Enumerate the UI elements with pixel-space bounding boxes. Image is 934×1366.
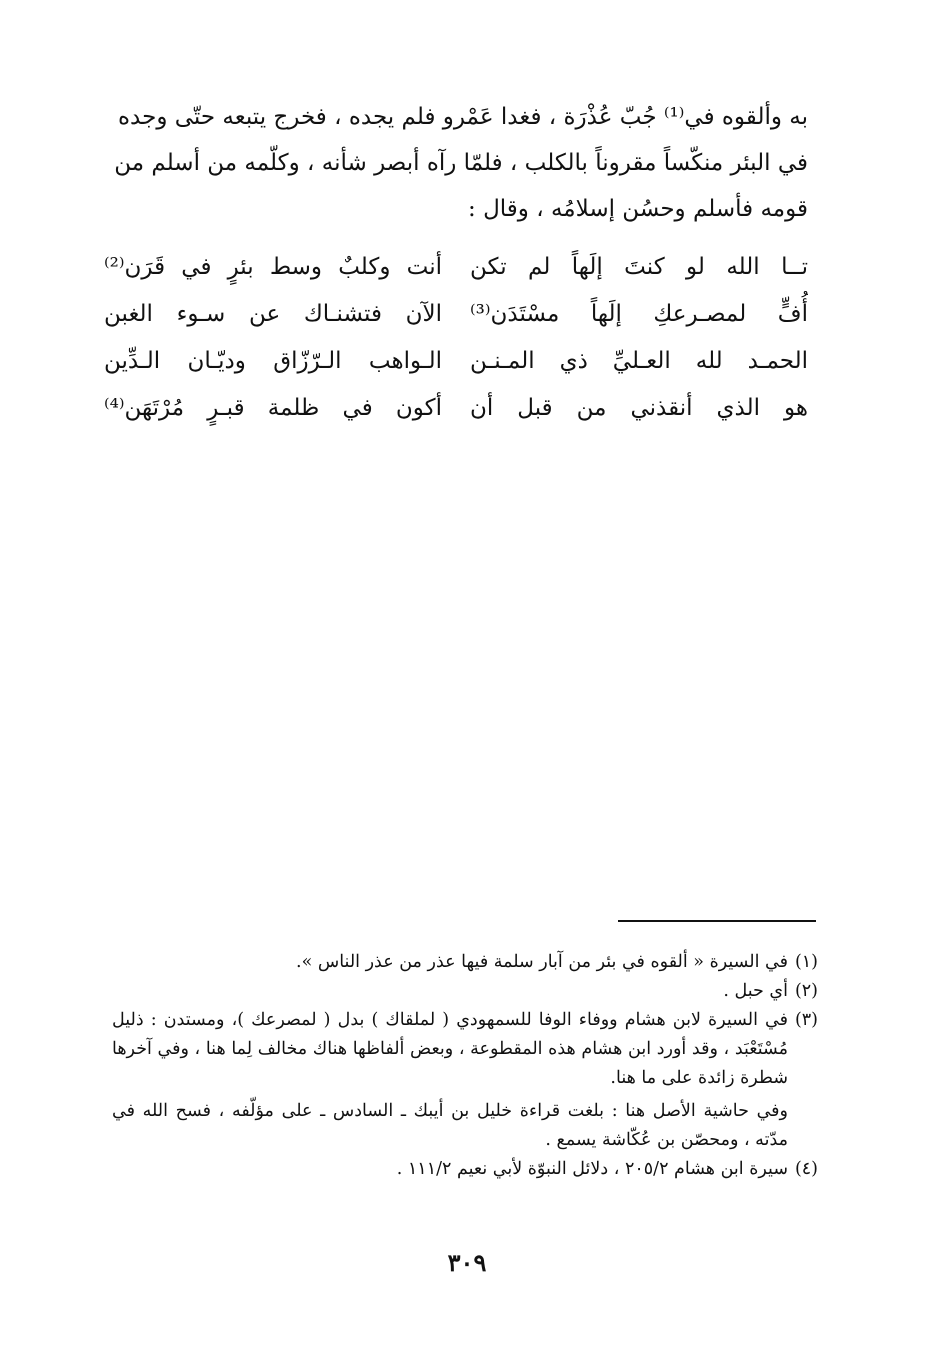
verse-4-second-hemistich: أكون في ظلمة قبـرٍ مُرْتَهَن⁽⁴⁾ xyxy=(104,395,442,421)
footnotes xyxy=(112,948,818,1184)
verse-3 xyxy=(104,338,808,385)
footnote-4 xyxy=(112,1155,818,1184)
footnote-2 xyxy=(112,977,818,1006)
verse-1-second-hemistich: أنت وكلبٌ وسط بئرٍ في قَرَن⁽²⁾ xyxy=(104,254,442,280)
verse-4-first-hemistich: هو الذي أنقذني من قبل أن xyxy=(470,395,808,421)
text-line-1: به وألقوه في⁽¹⁾ جُبّ عُذْرَة ، فغدا عَمْرو فلم يجده ، فخرج يتبعه حتّى وجده xyxy=(118,104,808,130)
footnote-number: (١) xyxy=(794,952,818,972)
footnote-text: في السيرة لابن هشام ووفاء الوفا للسمهودي ( لملقاك ) بدل ( لمصرعك )، ومستدن : ذليل مُسْتَعْبَد ، وقد أورد ابن هشام هذه المقطوعة ، وبعض ألفاظها هناك مخالف لِما هنا ، وفي آخرها شطرة زائدة على ما هنا. xyxy=(112,1010,788,1088)
footnote-number: (٣) xyxy=(794,1010,818,1030)
verse-3-first-hemistich: الحمـد لله العـليِّ ذي المـنـن xyxy=(470,348,808,374)
verse-4 xyxy=(104,385,808,432)
verse-2-first-hemistich: أُفٍّ لمصـرعكِ إلَهاً مسْتَدَن⁽³⁾ xyxy=(470,301,808,327)
footnote-number: (٤) xyxy=(794,1159,818,1179)
footnote-1 xyxy=(112,948,818,977)
main-text xyxy=(104,94,808,232)
text-line-2: في البئر منكّساً مقروناً بالكلب ، فلمّا رآه أبصر شأنه ، وكلّمه من أسلم من xyxy=(114,150,808,176)
text-line-3: قومه فأسلم وحسُن إسلامُه ، وقال : xyxy=(468,196,808,222)
verse-1 xyxy=(104,244,808,291)
footnote-body xyxy=(112,1155,788,1184)
footnote-text: وفي حاشية الأصل هنا : بلغت قراءة خليل بن أيبك ـ السادس ـ على مؤلّفه ، فسح الله في مدّته ، ومحصّن بن عُكّاشة يسمع . xyxy=(112,1101,788,1150)
footnote-body xyxy=(112,977,788,1006)
footnote-3 xyxy=(112,1006,818,1155)
footnote-number: (٢) xyxy=(794,981,818,1001)
poem xyxy=(104,244,808,432)
footnote-text: في السيرة « ألقوه في بئر من آبار سلمة فيها عذر من عذر الناس ». xyxy=(296,952,788,972)
verse-2 xyxy=(104,291,808,338)
footnote-separator xyxy=(618,920,816,922)
verse-3-second-hemistich: الـواهب الـرّزّاق وديّـان الـدِّين xyxy=(104,348,442,374)
page-number: ٣٠٩ xyxy=(447,1248,487,1277)
footnote-body xyxy=(112,948,788,977)
verse-2-second-hemistich: الآن فتشنـاك عن سـوء الغبن xyxy=(104,301,442,327)
footnote-body xyxy=(112,1006,788,1155)
footnote-text: سيرة ابن هشام ٢٠٥/٢ ، دلائل النبوّة لأبي نعيم ١١١/٢ . xyxy=(396,1159,788,1179)
verse-1-first-hemistich: تــا الله لو كنتَ إلَهاً لم تكن xyxy=(470,254,808,280)
footnote-text: أي حبل . xyxy=(723,981,788,1001)
